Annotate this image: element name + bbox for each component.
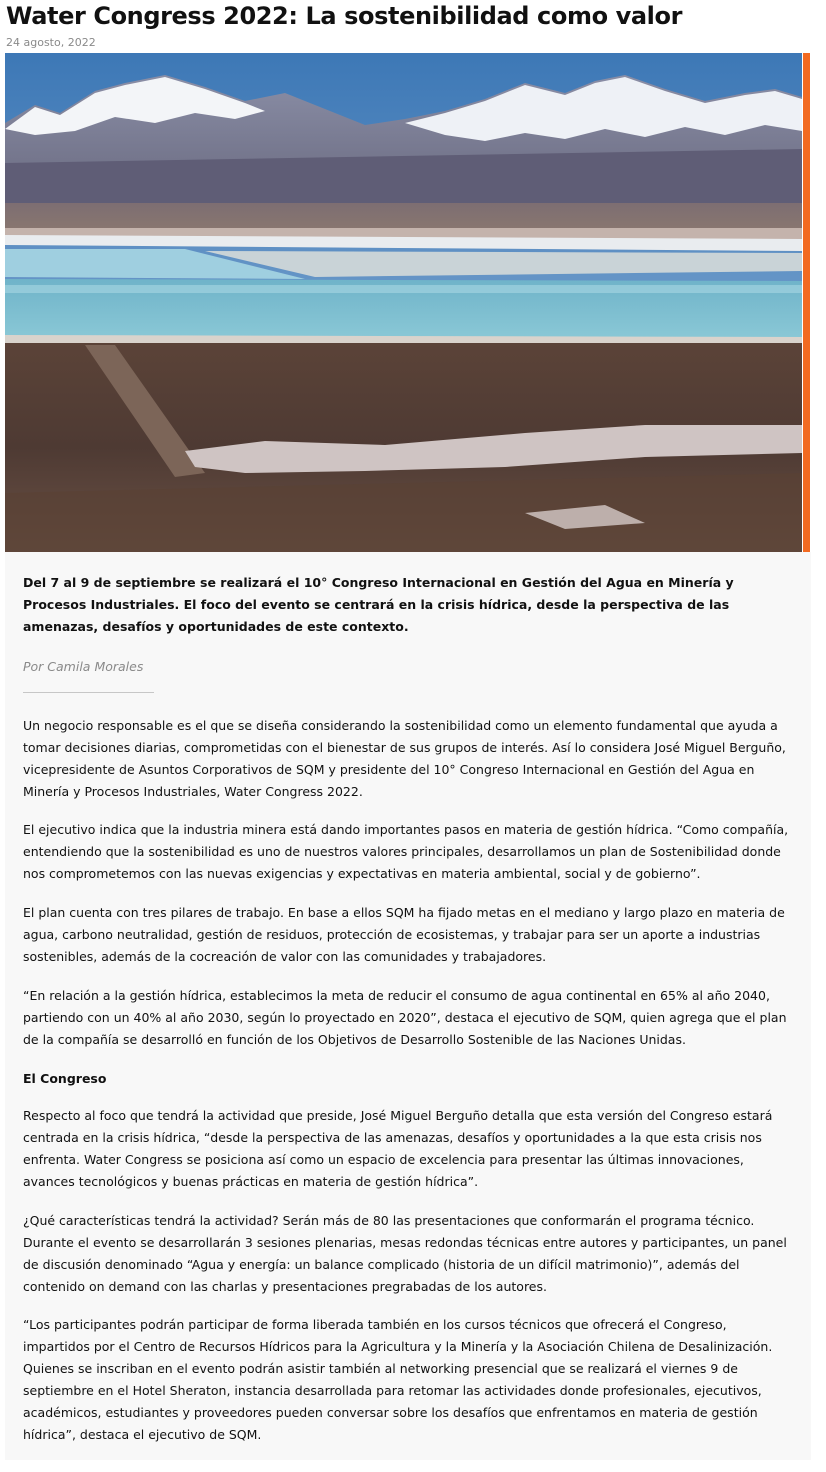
- article-body: [5, 552, 811, 1460]
- section-heading: El Congreso: [23, 1071, 107, 1086]
- paragraph: El ejecutivo indica que la industria minera está dando importantes pasos en materia de gestión hídrica. “Como compañía, entendiendo que la sostenibilidad es uno de nuestros valores principales, desarrollamos un plan de Sostenibilidad donde nos comprometemos con las nuevas exigencias y expectativas en materia ambiental, social y de gobierno”.: [23, 822, 789, 881]
- hero-image: [5, 53, 802, 552]
- paragraph: “En relación a la gestión hídrica, establecimos la meta de reducir el consumo de agua continental en 65% al año 2040, partiendo con un 40% al año 2030, según lo proyectado en 2020”, destaca el ejecutivo de SQM, quien agrega que el plan de la compañía se desarrolló en función de los Objetivos de Desarrollo Sostenible de las Naciones Unidas.: [23, 988, 787, 1047]
- article-date: 24 agosto, 2022: [6, 36, 96, 49]
- article-lead: Del 7 al 9 de septiembre se realizará el 10° Congreso Internacional en Gestión del Agua en Minería y Procesos Industriales. El foco del evento se centrará en la crisis hídrica, desde la perspectiva de las amenazas, desafíos y oportunidades de este contexto.: [23, 575, 734, 634]
- byline-divider: [23, 692, 154, 693]
- paragraph: ¿Qué características tendrá la actividad? Serán más de 80 las presentaciones que conformarán el programa técnico. Durante el evento se desarrollarán 3 sesiones plenarias, mesas redondas técnicas entre autores y participantes, un panel de discusión denominado “Agua y energía: un balance complicado (historia de un difícil matrimonio)”, además del contenido on demand con las charlas y presentaciones pregrabadas de los autores.: [23, 1213, 787, 1294]
- paragraph: Un negocio responsable es el que se diseña considerando la sostenibilidad como un elemento fundamental que ayuda a tomar decisiones diarias, comprometidas con el bienestar de sus grupos de interés. Así lo considera José Miguel Berguño, vicepresidente de Asuntos Corporativos de SQM y presidente del 10° Congreso Internacional en Gestión del Agua en Minería y Procesos Industriales, Water Congress 2022.: [23, 718, 786, 799]
- article-title: Water Congress 2022: La sostenibilidad como valor: [6, 2, 683, 30]
- article-byline: Por Camila Morales: [23, 659, 144, 674]
- accent-bar: [803, 53, 810, 554]
- paragraph: El plan cuenta con tres pilares de trabajo. En base a ellos SQM ha fijado metas en el mediano y largo plazo en materia de agua, carbono neutralidad, gestión de residuos, protección de ecosistemas, y trabajar para ser un aporte a industrias sostenibles, además de la cocreación de valor con las comunidades y trabajadores.: [23, 905, 785, 964]
- paragraph: Respecto al foco que tendrá la actividad que preside, José Miguel Berguño detalla que esta versión del Congreso estará centrada en la crisis hídrica, “desde la perspectiva de las amenazas, desafíos y oportunidades a la que esta crisis nos enfrenta. Water Congress se posiciona así como un espacio de excelencia para presentar las últimas innovaciones, avances tecnológicos y buenas prácticas en materia de gestión hídrica”.: [23, 1108, 773, 1189]
- paragraph: “Los participantes podrán participar de forma liberada también en los cursos técnicos que ofrecerá el Congreso, impartidos por el Centro de Recursos Hídricos para la Agricultura y la Minería y la Asociación Chilena de Desalinización. Quienes se inscriban en el evento podrán asistir también al networking presencial que se realizará el viernes 9 de septiembre en el Hotel Sheraton, instancia desarrollada para retomar las actividades donde profesionales, ejecutivos, académicos, estudiantes y proveedores pueden conversar sobre los desafíos que enfrentamos en materia de gestión hídrica”, destaca el ejecutivo de SQM.: [23, 1317, 773, 1442]
